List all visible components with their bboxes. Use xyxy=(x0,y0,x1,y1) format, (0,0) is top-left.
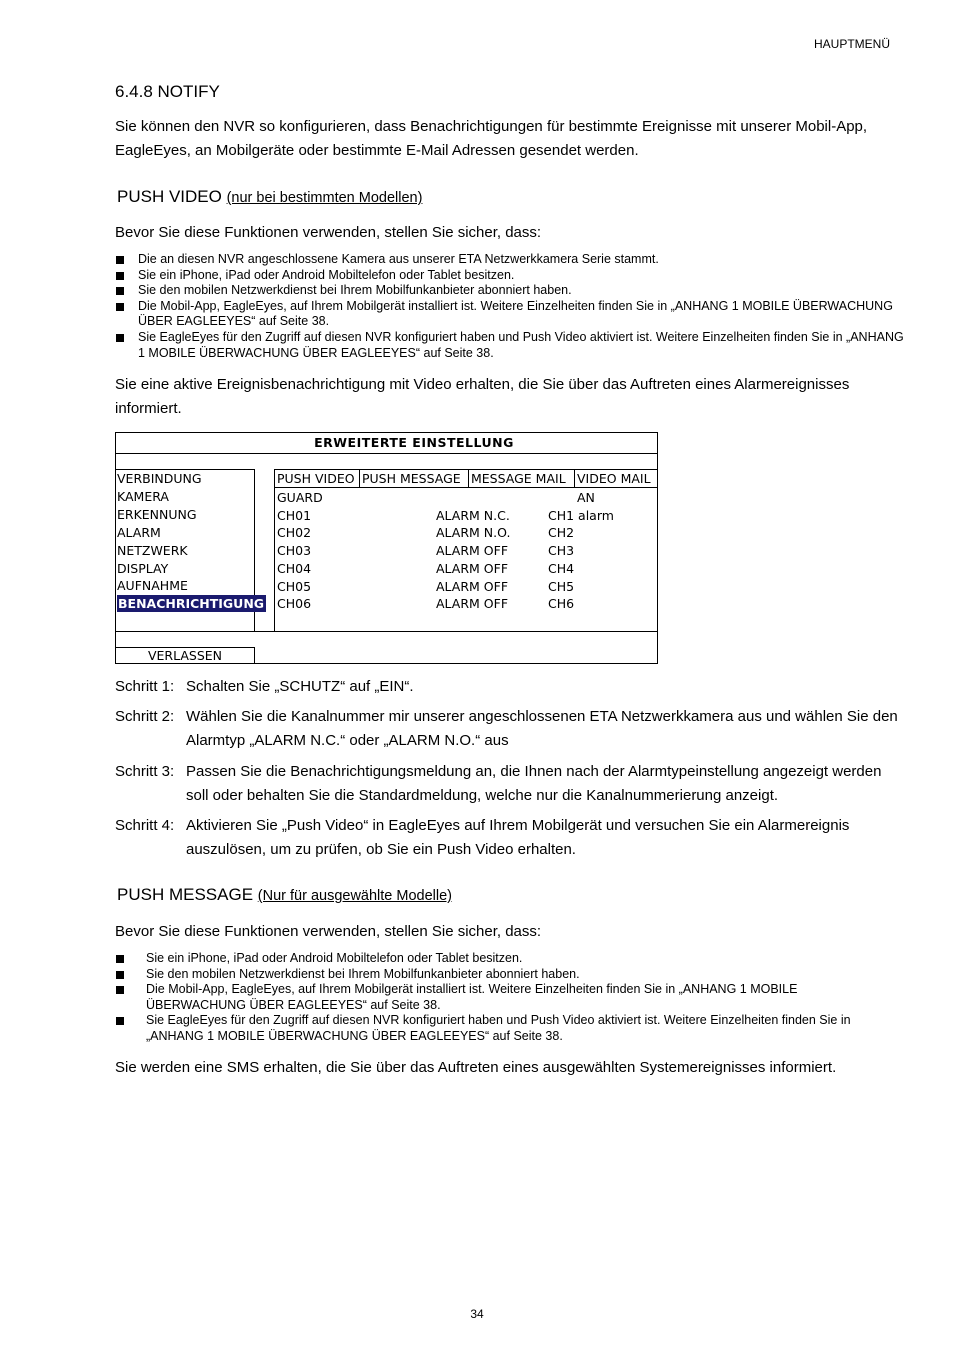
message-field[interactable]: CH1 alarm xyxy=(548,508,614,523)
sidebar-item-kamera[interactable]: KAMERA xyxy=(117,489,169,504)
page-number: 34 xyxy=(470,1307,484,1321)
step-label: Schritt 3: xyxy=(115,763,175,780)
step-label: Schritt 2: xyxy=(115,708,175,725)
menu-title: ERWEITERTE EINSTELLUNG xyxy=(314,435,514,450)
step-3 xyxy=(115,760,905,808)
page-header: HAUPTMENÜ xyxy=(814,37,891,51)
bullet-square-icon xyxy=(116,287,124,295)
list-item: Sie ein iPhone, iPad oder Android Mobiltelefon oder Tablet besitzen. xyxy=(116,951,891,967)
sidebar-item-alarm[interactable]: ALARM xyxy=(117,525,161,540)
tab-video-mail[interactable]: VIDEO MAIL xyxy=(575,470,658,488)
sidebar-item-netzwerk[interactable]: NETZWERK xyxy=(117,543,188,558)
channel-label: CH03 xyxy=(277,543,312,558)
guard-value[interactable]: AN xyxy=(577,490,595,505)
list-item: Sie EagleEyes für den Zugriff auf diesen NVR konfiguriert haben und Push Video aktiviert ist. Weitere Einzelheiten finden Sie in „ANHANG 1 MOBILE ÜBERWACHUNG ÜBER EAGLEEYES“ auf Seite 38. xyxy=(116,1013,891,1044)
step-label: Schritt 4: xyxy=(115,817,175,834)
message-field[interactable]: CH4 xyxy=(548,561,575,576)
sidebar-item-erkennung[interactable]: ERKENNUNG xyxy=(117,507,197,522)
step-text: Wählen Sie die Kanalnummer mir unserer angeschlossenen ETA Netzwerkkamera aus und wählen Sie den Alarmtyp „ALARM N.C.“ oder „ALARM N.O.“ aus xyxy=(186,708,898,749)
push-message-title: PUSH MESSAGE xyxy=(117,885,254,904)
push-message-subtitle: (Nur für ausgewählte Modelle) xyxy=(257,888,453,904)
list-item: Sie ein iPhone, iPad oder Android Mobiltelefon oder Tablet besitzen. xyxy=(116,268,906,284)
channel-label: CH06 xyxy=(277,596,312,611)
bullet-square-icon xyxy=(116,955,124,963)
tab-message-mail[interactable]: MESSAGE MAIL xyxy=(469,470,575,488)
list-item: Die Mobil-App, EagleEyes, auf Ihrem Mobilgerät installiert ist. Weitere Einzelheiten finden Sie in „ANHANG 1 MOBILE ÜBERWACHUNG ÜBER EAGLEEYES“ auf Seite 38. xyxy=(116,982,891,1013)
message-field[interactable]: CH5 xyxy=(548,579,575,594)
step-4 xyxy=(115,814,905,862)
guard-label: GUARD xyxy=(277,490,323,505)
step-text: Passen Sie die Benachrichtigungsmeldung an, die Ihnen nach der Alarmtypeinstellung angezeigt werden soll oder behalten Sie die Standardmeldung, welche nur die Kanalnummerierung anzeigt. xyxy=(186,763,882,804)
menu-content-panel xyxy=(274,469,658,632)
bullet-square-icon xyxy=(116,256,124,264)
section-heading: 6.4.8 NOTIFY xyxy=(115,82,220,101)
list-item: Die Mobil-App, EagleEyes, auf Ihrem Mobilgerät installiert ist. Weitere Einzelheiten finden Sie in „ANHANG 1 MOBILE ÜBERWACHUNG ÜBER EAGLEEYES“ auf Seite 38. xyxy=(116,299,906,330)
tab-push-message[interactable]: PUSH MESSAGE xyxy=(360,470,469,488)
channel-label: CH01 xyxy=(277,508,312,523)
bullet-square-icon xyxy=(116,334,124,342)
push-message-after: Sie werden eine SMS erhalten, die Sie über das Auftreten eines ausgewählten Systemereignisses informiert. xyxy=(115,1059,837,1076)
list-item: Sie den mobilen Netzwerkdienst bei Ihrem Mobilfunkanbieter abonniert haben. xyxy=(116,967,891,983)
push-video-subtitle: (nur bei bestimmten Modellen) xyxy=(226,190,423,206)
sidebar-item-display[interactable]: DISPLAY xyxy=(117,561,169,576)
sidebar-item-verbindung[interactable]: VERBINDUNG xyxy=(117,471,202,486)
advanced-settings-menu xyxy=(115,432,658,664)
exit-button[interactable]: VERLASSEN xyxy=(116,647,255,664)
channel-label: CH02 xyxy=(277,525,312,540)
step-text: Schalten Sie „SCHUTZ“ auf „EIN“. xyxy=(186,678,414,695)
bullet-square-icon xyxy=(116,272,124,280)
list-item: Sie den mobilen Netzwerkdienst bei Ihrem Mobilfunkanbieter abonniert haben. xyxy=(116,283,906,299)
menu-bottom-divider xyxy=(116,631,657,632)
channel-label: CH05 xyxy=(277,579,312,594)
push-video-heading xyxy=(117,187,422,207)
list-item: Die an diesen NVR angeschlossene Kamera aus unserer ETA Netzwerkkamera Serie stammt. xyxy=(116,252,906,268)
push-message-heading xyxy=(117,885,452,905)
bullet-square-icon xyxy=(116,1017,124,1025)
push-message-before: Bevor Sie diese Funktionen verwenden, stellen Sie sicher, dass: xyxy=(115,923,542,940)
bullet-square-icon xyxy=(116,971,124,979)
step-text: Aktivieren Sie „Push Video“ in EagleEyes auf Ihrem Mobilgerät und versuchen Sie ein Alarmereignis auszulösen, um zu prüfen, ob Sie ein Push Video erhalten. xyxy=(186,817,850,858)
intro-paragraph: Sie können den NVR so konfigurieren, dass Benachrichtigungen für bestimmte Ereignisse mit unserer Mobil-App, EagleEyes, an Mobilgeräte oder bestimmte E-Mail Adressen gesendet werden. xyxy=(115,118,868,159)
menu-divider xyxy=(116,453,657,454)
message-field[interactable]: CH3 xyxy=(548,543,575,558)
bullet-square-icon xyxy=(116,986,124,994)
sidebar-item-aufnahme[interactable]: AUFNAHME xyxy=(117,578,188,593)
step-1 xyxy=(115,675,905,699)
push-message-bullet-list xyxy=(116,951,891,1045)
alarm-type-select[interactable]: ALARM OFF xyxy=(436,543,509,558)
step-label: Schritt 1: xyxy=(115,678,175,695)
bullet-square-icon xyxy=(116,303,124,311)
alarm-type-select[interactable]: ALARM N.O. xyxy=(436,525,511,540)
list-item: Sie EagleEyes für den Zugriff auf diesen NVR konfiguriert haben und Push Video aktiviert ist. Weitere Einzelheiten finden Sie in „ANHANG 1 MOBILE ÜBERWACHUNG ÜBER EAGLEEYES“ auf Seite 38. xyxy=(116,330,906,361)
sidebar-item-benachrichtigung[interactable]: BENACHRICHTIGUNG xyxy=(118,596,265,611)
message-field[interactable]: CH6 xyxy=(548,596,575,611)
push-video-bullet-list xyxy=(116,252,906,361)
step-2 xyxy=(115,705,905,753)
push-video-before: Bevor Sie diese Funktionen verwenden, stellen Sie sicher, dass: xyxy=(115,224,542,241)
message-field[interactable]: CH2 xyxy=(548,525,575,540)
menu-sidebar xyxy=(116,469,265,632)
alarm-type-select[interactable]: ALARM OFF xyxy=(436,596,509,611)
push-video-title: PUSH VIDEO xyxy=(117,187,222,206)
tab-push-video[interactable]: PUSH VIDEO xyxy=(275,470,360,488)
channel-label: CH04 xyxy=(277,561,312,576)
alarm-type-select[interactable]: ALARM OFF xyxy=(436,579,509,594)
alarm-type-select[interactable]: ALARM OFF xyxy=(436,561,509,576)
alarm-type-select[interactable]: ALARM N.C. xyxy=(436,508,510,523)
push-video-after: Sie eine aktive Ereignisbenachrichtigung mit Video erhalten, die Sie über das Auftreten eines Alarmereignisses informiert. xyxy=(115,376,850,417)
